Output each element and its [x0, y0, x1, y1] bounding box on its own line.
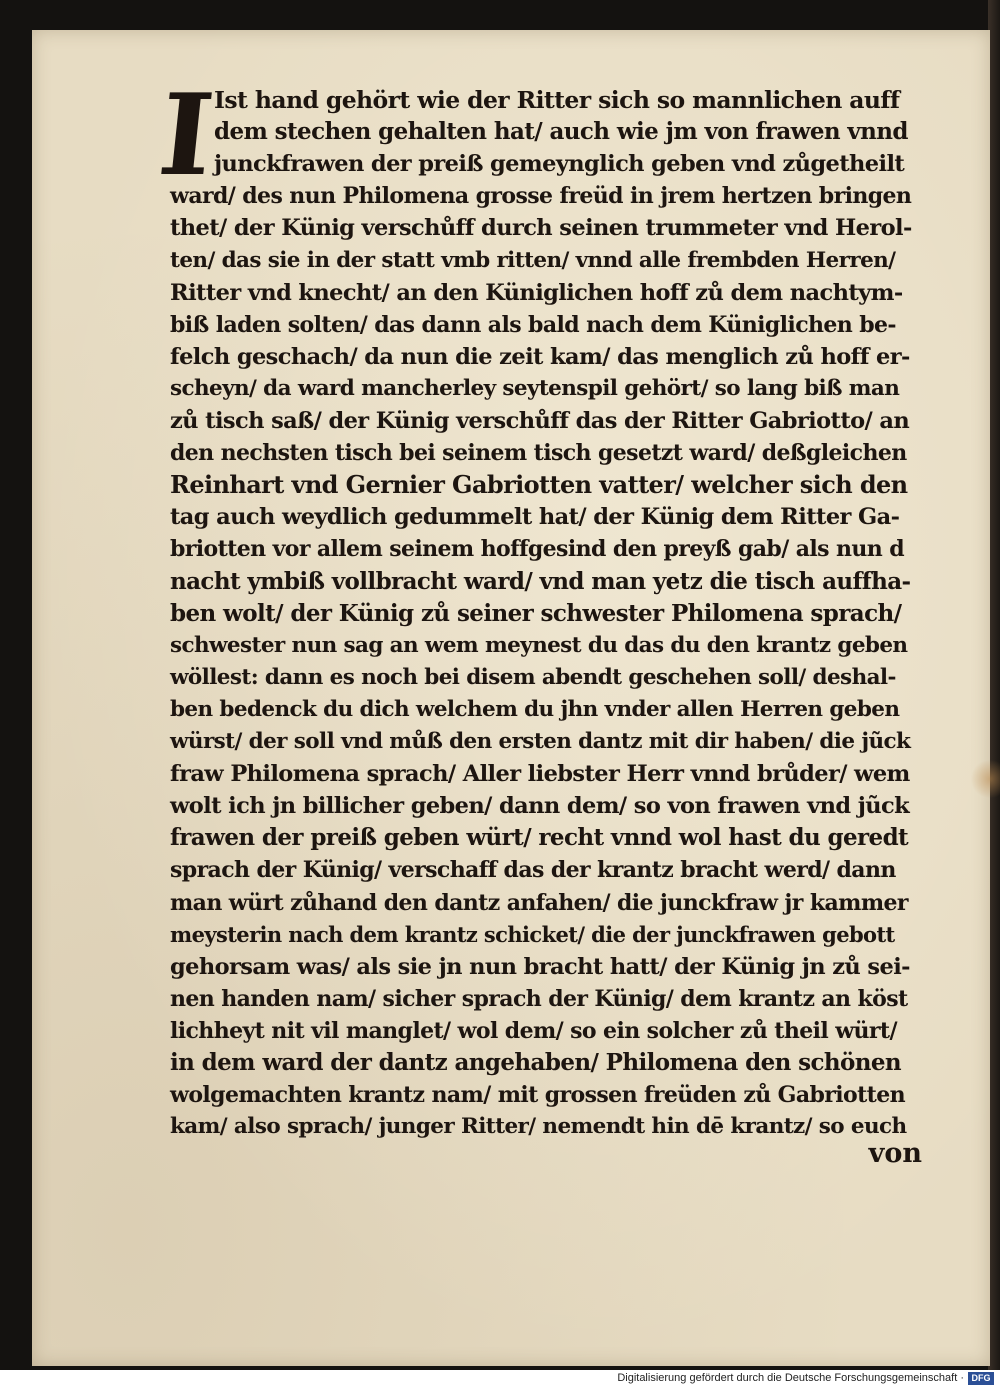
text-line: wolt ich jn billicher geben/ dann dem/ so von frawen vnd jũck	[170, 793, 910, 820]
decorated-initial: I	[153, 70, 220, 201]
dfg-logo: DFG	[968, 1372, 994, 1385]
text-line: in dem ward der dantz angehaben/ Philomena den schönen	[170, 1049, 902, 1076]
text-line: schwester nun sag an wem meynest du das du den krantz geben	[170, 632, 908, 658]
text-line: scheyn/ da ward mancherley seytenspil gehört/ so lang biß man	[170, 375, 900, 401]
text-line: ben wolt/ der Künig zů seiner schwester Philomena sprach/	[170, 599, 902, 627]
text-line: Ritter vnd knecht/ an den Küniglichen hoff zů dem nachtym-	[170, 279, 903, 306]
text-line: gehorsam was/ als sie jn nun bracht hatt/ der Künig jn zů sei-	[170, 953, 910, 980]
text-line: felch geschach/ da nun die zeit kam/ das menglich zů hoff er-	[170, 343, 910, 370]
text-line: kam/ also sprach/ junger Ritter/ nemendt hin dē krantz/ so euch	[170, 1114, 907, 1140]
catchword: von	[868, 1138, 922, 1169]
footer-credit: Digitalisierung gefördert durch die Deutsche Forschungsgemeinschaft ·	[617, 1372, 964, 1384]
text-line: wöllest: dann es noch bei disem abendt geschehen soll/ deshal-	[170, 664, 896, 690]
text-line: tag auch weydlich gedummelt hat/ der Künig dem Ritter Ga-	[170, 504, 900, 531]
text-line: lichheyt nit vil manglet/ wol dem/ so ein solcher zů theil würt/	[170, 1017, 897, 1044]
text-line: ward/ des nun Philomena grosse freüd in jrem hertzen bringen	[170, 183, 912, 210]
text-line: dem stechen gehalten hat/ auch wie jm von frawen vnnd	[214, 118, 908, 146]
text-line: fraw Philomena sprach/ Aller liebster Herr vnnd brůder/ wem	[170, 761, 910, 788]
text-line: wolgemachten krantz nam/ mit grossen freüden zů Gabriotten	[170, 1082, 906, 1109]
text-line: ten/ das sie in der statt vmb ritten/ vnnd alle frembden Herren/	[170, 247, 896, 273]
text-line: Reinhart vnd Gernier Gabriotten vatter/ welcher sich den	[170, 470, 908, 500]
text-line: junckfrawen der preiß gemeynglich geben vnd zůgetheilt	[214, 151, 905, 178]
text-line: sprach der Künig/ verschaff das der krantz bracht werd/ dann	[170, 857, 896, 884]
text-line: meysterin nach dem krantz schicket/ die der junckfrawen gebott	[170, 921, 895, 947]
text-line: zů tisch saß/ der Künig verschůff das der Ritter Gabriotto/ an	[170, 408, 910, 434]
text-line: ben bedenck du dich welchem du jhn vnder allen Herren geben	[170, 696, 900, 722]
text-line: thet/ der Künig verschůff durch seinen trummeter vnd Herol-	[170, 215, 912, 242]
text-line: würst/ der soll vnd můß den ersten dantz mit dir haben/ die jũck	[170, 729, 911, 754]
text-line: den nechsten tisch bei seinem tisch gesetzt ward/ deßgleichen	[170, 440, 907, 467]
text-line: frawen der preiß geben würt/ recht vnnd wol hast du geredt	[170, 824, 909, 852]
paper-stain	[970, 760, 1000, 798]
text-line: Ist hand gehört wie der Ritter sich so mannlichen auff	[214, 86, 900, 114]
text-line: briotten vor allem seinem hoffgesind den preyß gab/ als nun d	[170, 536, 904, 563]
text-line: nen handen nam/ sicher sprach der Künig/ dem krantz an köst	[170, 985, 908, 1012]
footer-bar	[0, 1370, 1000, 1388]
text-line: biß laden solten/ das dann als bald nach dem Küniglichen be-	[170, 311, 896, 338]
text-line: man würt zůhand den dantz anfahen/ die junckfraw jr kammer	[170, 889, 908, 916]
text-line: nacht ymbiß vollbracht ward/ vnd man yetz die tisch auffha-	[170, 567, 911, 595]
